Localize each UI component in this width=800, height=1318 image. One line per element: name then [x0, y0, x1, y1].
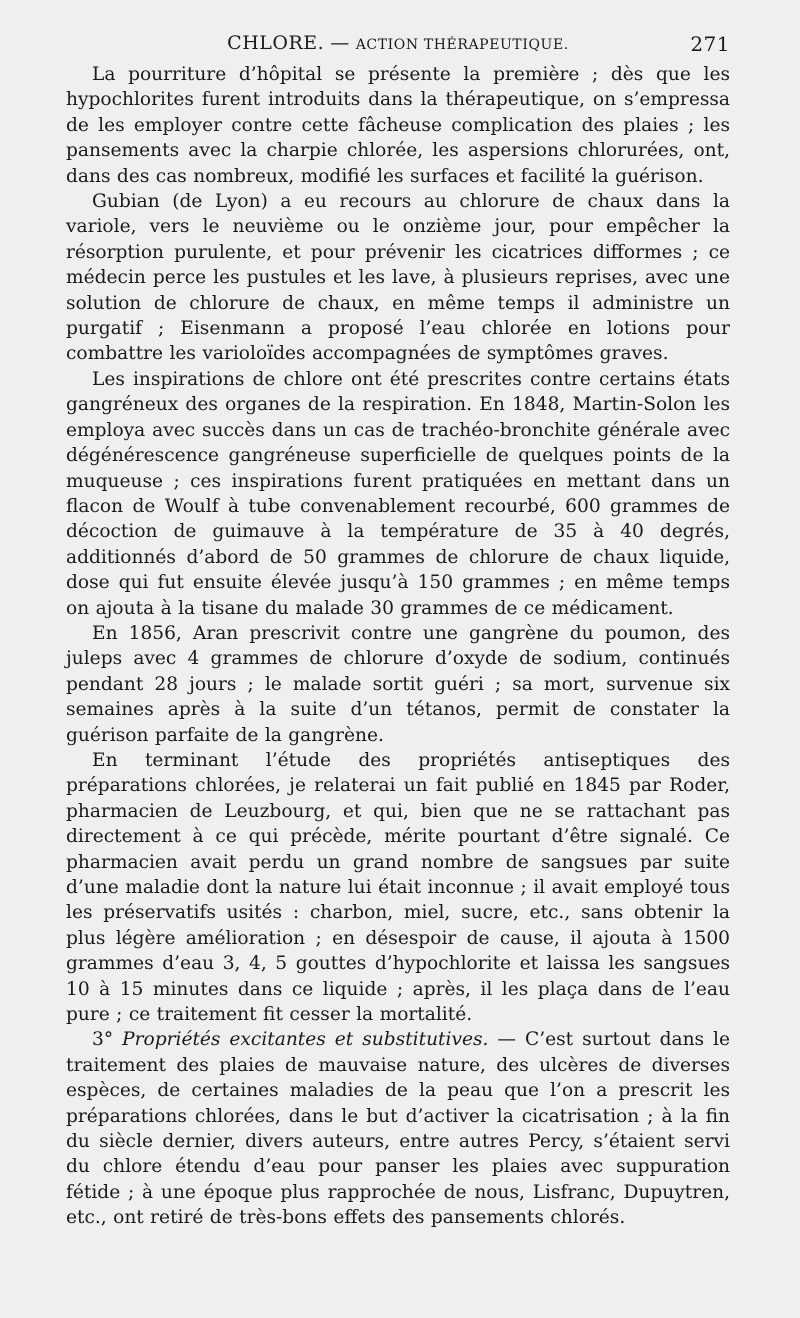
section-body: — C’est surtout dans le traitement des plaies de mauvaise nature, des ulcères de diverses espèces, de certaines maladies de la peau que l’on a prescrit les préparations chlorées, dans le but d’activer la cicatrisation ; à la fin du siècle dernier, divers auteurs, entre autres Percy, s’étaient servi du chlore étendu d’eau pour panser les plaies avec suppuration fétide ; à une époque plus rapprochée de nous, Lisfranc, Dupuytren, etc., ont retiré de très-bons effets des pansements chlorés. [66, 1029, 730, 1229]
paragraph-leeches: En terminant l’étude des propriétés antiseptiques des préparations chlorées, je relaterai un fait publié en 1845 par Roder, pharmacien de Leuzbourg, et qui, bien que ne se rattachant pas directement à ce qui précède, mérite pourtant d’être signalé. Ce pharmacien avait perdu un grand nombre de sangsues par suite d’une maladie dont la nature lui était inconnue ; il avait employé tous les préservatifs usités : charbon, miel, sucre, etc., sans obtenir la plus légère amélioration ; en désespoir de cause, il ajouta à 1500 grammes d’eau 3, 4, 5 gouttes d’hypochlorite et laissa les sangsues 10 à 15 minutes dans ce liquide ; après, il les plaça dans de l’eau pure ; ce traitement fit cesser la mortalité. [66, 749, 730, 1026]
page-number: 271 [690, 32, 730, 56]
paragraph-inhalations: Les inspirations de chlore ont été prescrites contre certains états gangréneux des organes de la respiration. En 1848, Martin-Solon les employa avec succès dans un cas de trachéo-bronchite générale avec dégénérescence gangréneuse superficielle de quelques points de la muqueuse ; ces inspirations furent pratiquées en mettant dans un flacon de Woulf à tube convenablement recourbé, 600 grammes de décoction de guimauve à la température de 35 à 40 degrés, additionnés d’abord de 50 grammes de chlorure de chaux liquide, dose qui fut ensuite élevée jusqu’à 150 grammes ; en même temps on ajouta à la tisane du malade 30 grammes de ce médicament. [66, 368, 730, 619]
running-head [66, 32, 730, 62]
running-head-title: CHLORE. [227, 32, 325, 54]
paragraph-variola: Gubian (de Lyon) a eu recours au chlorure de chaux dans la variole, vers le neuvième ou le onzième jour, pour empêcher la résorption purulente, et pour prévenir les cicatrices difformes ; ce médecin perce les pustules et les lave, à plusieurs reprises, avec une solution de chlorure de chaux, en même temps il administre un purgatif ; Eisenmann a proposé l’eau chlorée en lotions pour combattre les varioloïdes accompagnées de symptômes graves. [66, 191, 730, 365]
paragraph-section-3 [66, 1027, 730, 1230]
paragraph-hospital-gangrene: La pourriture d’hôpital se présente la première ; dès que les hypochlorites furent introduits dans la thérapeutique, on s’empressa de les employer contre cette fâcheuse complication des plaies ; les pansements avec la charpie chlorée, les aspersions chlorurées, ont, dans des cas nombreux, modifié les surfaces et facilité la guérison. [66, 64, 730, 187]
running-head-subtitle: ACTION THÉRAPEUTIQUE. [355, 37, 569, 53]
body-text [66, 62, 730, 1231]
section-heading: Propriétés excitantes et substitutives. [122, 1029, 489, 1051]
running-head-dash: — [330, 32, 350, 54]
section-number: 3° [92, 1029, 114, 1051]
paragraph-lung-gangrene: En 1856, Aran prescrivit contre une gangrène du poumon, des juleps avec 4 grammes de chlorure d’oxyde de sodium, continués pendant 28 jours ; le malade sortit guéri ; sa mort, survenue six semaines après à la suite d’un tétanos, permit de constater la guérison parfaite de la gangrène. [66, 622, 730, 746]
